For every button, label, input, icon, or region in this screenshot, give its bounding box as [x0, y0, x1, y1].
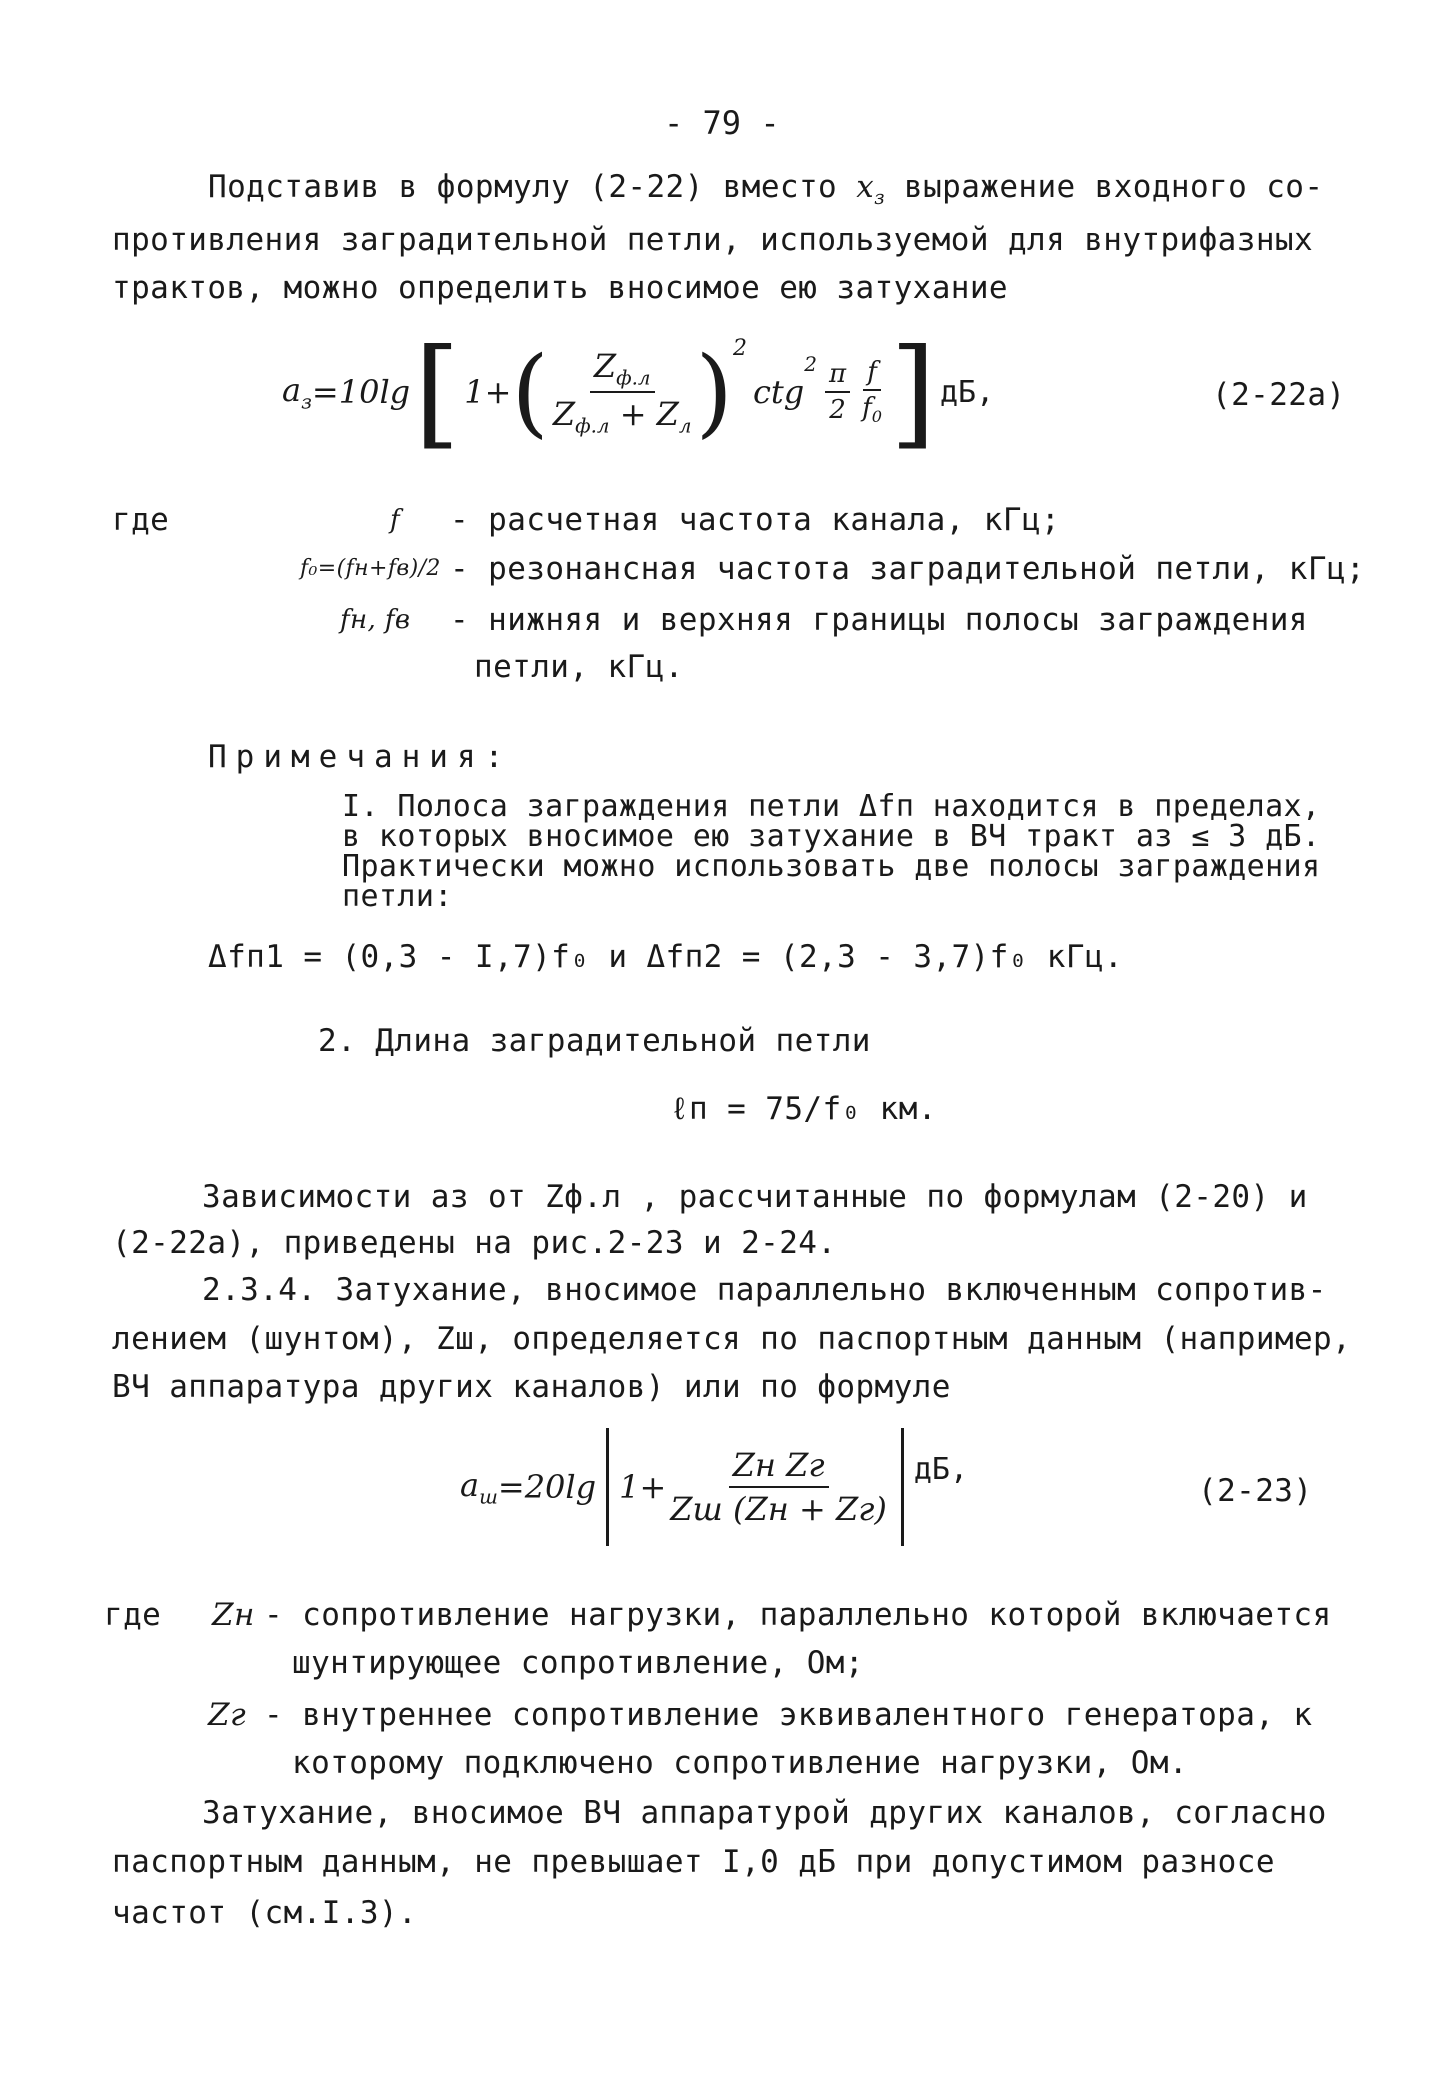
para4-line-1: Затухание, вносимое ВЧ аппаратурой других каналов, согласно: [202, 1795, 1327, 1831]
intro-line-2: противления заградительной петли, используемой для внутрифазных: [112, 222, 1314, 258]
intro-line-3: трактов, можно определить вносимое ею затухание: [112, 270, 1008, 306]
where-label-1: где: [112, 502, 170, 538]
formula2-fraction: Zн Zг Zш (Zн + Zг): [670, 1446, 887, 1528]
note1-line-3: Практически можно использовать две полосы заграждения: [342, 849, 1321, 884]
formula1-fraction: $Z_{ф.л}$ $Z_{ф.л} + Z_л$: [552, 346, 692, 438]
para3-line-2: лением (шунтом), Zш, определяется по паспортным данным (например,: [112, 1321, 1352, 1357]
sym-f0: f₀=(fн+fв)/2: [300, 556, 441, 581]
where-label-2: где: [104, 1597, 162, 1633]
note1-line-1: I. Полоса заграждения петли Δfп находится в пределах,: [342, 789, 1321, 824]
page-number: - 79 -: [664, 104, 780, 142]
note1-line-4: петли:: [342, 879, 453, 914]
notes-title: Примечания:: [208, 739, 513, 775]
desc-zn-2: шунтирующее сопротивление, Ом;: [292, 1645, 864, 1681]
note1-bands-equation: Δfп1 = (0,3 - I,7)f₀ и Δfп2 = (2,3 - 3,7)f₀ кГц.: [208, 939, 1124, 975]
desc-fn-fv-2: петли, кГц.: [474, 649, 684, 685]
note2-length-equation: ℓп = 75/f₀ км.: [670, 1091, 937, 1127]
desc-f: - расчетная частота канала, кГц;: [450, 502, 1061, 538]
para3-line-3: ВЧ аппаратура других каналов) или по формуле: [112, 1369, 951, 1405]
desc-f0: - резонансная частота заградительной петли, кГц;: [450, 551, 1366, 587]
desc-zn-1: - сопротивление нагрузки, параллельно которой включается: [264, 1597, 1332, 1633]
note1-line-2: в которых вносимое ею затухание в ВЧ тракт aз ≤ 3 дБ.: [342, 819, 1321, 854]
sym-zg: Zг: [208, 1697, 247, 1733]
para4-line-3: частот (см.I.3).: [112, 1895, 418, 1931]
formula-2-22a: $a_з$ =10lg [ 1+ ( $Z_{ф.л}$ $Z_{ф.л} + Z_л$ ) $^2$ ctg $^2$ π 2 f $f_0$ ] дБ,: [282, 323, 995, 461]
sym-f: f: [390, 505, 401, 535]
intro-line-1: Подставив в формулу (2-22) вместо $x_з$ выражение входного со-: [208, 169, 1324, 210]
formula1-lhs: $a_з$: [282, 370, 312, 414]
desc-zg-2: которому подключено сопротивление нагрузки, Ом.: [292, 1745, 1188, 1781]
formula2-lhs: $a_ш$: [460, 1465, 498, 1509]
formula2-label: (2-23): [1198, 1473, 1313, 1509]
formula-2-23: $a_ш$ =20lg 1+ Zн Zг Zш (Zн + Zг) дБ,: [460, 1422, 968, 1552]
para3-line-1: 2.3.4. Затухание, вносимое параллельно включенным сопротив-: [202, 1272, 1327, 1308]
note2-text: 2. Длина заградительной петли: [318, 1023, 871, 1059]
desc-fn-fv: - нижняя и верхняя границы полосы заграждения: [450, 602, 1308, 638]
sym-zn: Zн: [212, 1597, 255, 1633]
para2-line-2: (2-22а), приведены на рис.2-23 и 2-24.: [112, 1225, 837, 1261]
para4-line-2: паспортным данным, не превышает I,0 дБ при допустимом разносе: [112, 1844, 1275, 1880]
formula1-label: (2-22а): [1212, 377, 1346, 413]
para2-line-1: Зависимости aз от Zф.л , рассчитанные по формулам (2-20) и: [202, 1179, 1308, 1215]
sym-fn-fv: fн, fв: [340, 605, 411, 635]
desc-zg-1: - внутреннее сопротивление эквивалентного генератора, к: [264, 1697, 1313, 1733]
